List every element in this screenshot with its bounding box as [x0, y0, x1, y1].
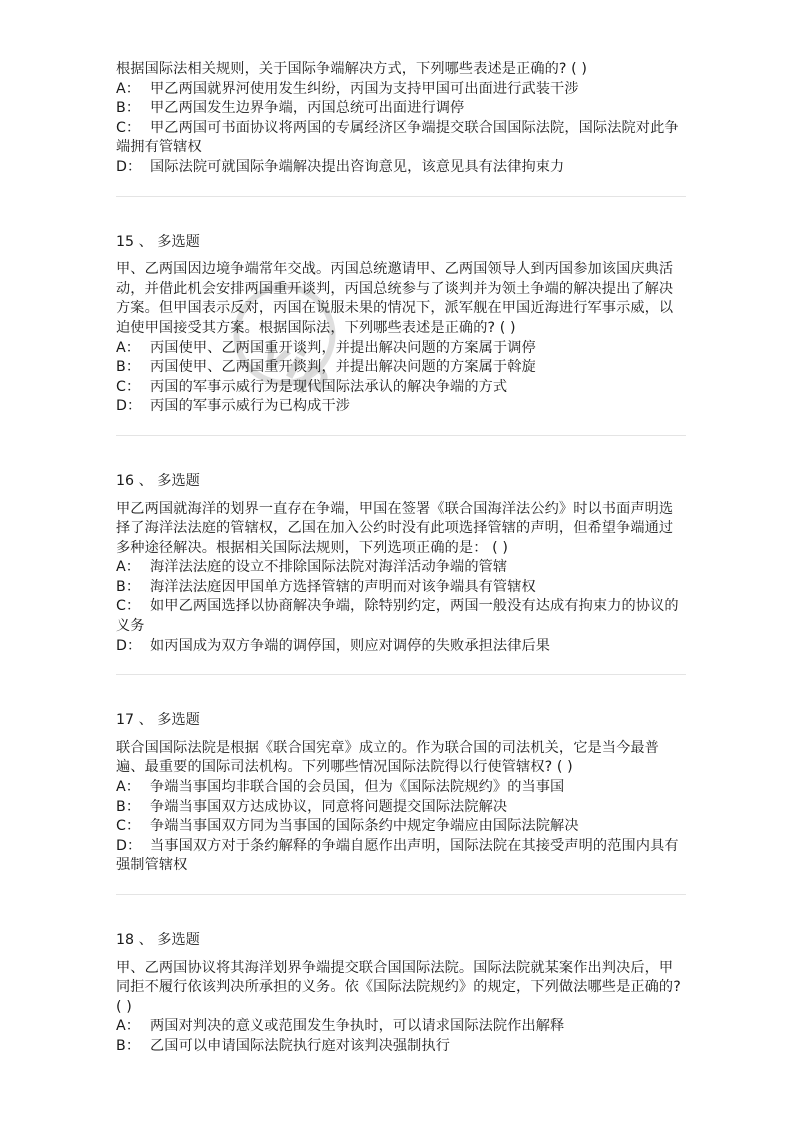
question-18	[116, 931, 686, 1057]
option-c: C： 甲乙两国可书面协议将两国的专属经济区争端提交联合国国际法院，国际法院对此争端拥有管辖权	[116, 119, 679, 156]
question-stem: 根据国际法相关规则，关于国际争端解决方式，下列哪些表述是正确的? ( )	[116, 61, 588, 77]
option-c: C： 争端当事国双方同为当事国的国际条约中规定争端应由国际法院解决	[116, 818, 579, 835]
divider	[116, 196, 686, 197]
question-stem: 甲、乙两国协议将其海洋划界争端提交联合国国际法院。国际法院就某案作出判决后，甲同拒不履行依该判决所承担的义务。依《国际法院规约》的规定，下列做法哪些是正确的? ( )	[116, 959, 681, 1015]
question-15	[116, 233, 686, 417]
question-16	[116, 472, 686, 656]
option-a: A： 甲乙两国就界河使用发生纠纷，丙国为支持甲国可出面进行武装干涉	[116, 80, 579, 97]
question-stem: 联合国国际法院是根据《联合国宪章》成立的。作为联合国的司法机关，它是当今最普遍、最重要的国际司法机构。下列哪些情况国际法院得以行使管辖权? ( )	[116, 739, 659, 776]
option-a: A： 两国对判决的意义或范围发生争执时，可以请求国际法院作出解释	[116, 1018, 565, 1035]
question-14	[116, 60, 686, 178]
question-stem: 甲、乙两国因边境争端常年交战。丙国总统邀请甲、乙两国领导人到丙国参加该国庆典活动，并借此机会安排两国重开谈判，丙国总统参与了谈判并为领土争端的解决提出了解决方案。但甲国表示反对，丙国在说服未果的情况下，派军舰在甲国近海进行军事示威，以迫使甲国接受其方案。根据国际法，下列哪些表述是正确的? ( )	[116, 261, 674, 336]
question-header: 17 、 多选题	[116, 712, 200, 729]
option-c: C： 丙国的军事示威行为是现代国际法承认的解决争端的方式	[116, 378, 508, 395]
option-b: B： 丙国使甲、乙两国重开谈判，并提出解决问题的方案属于斡旋	[116, 359, 536, 376]
option-a: A： 丙国使甲、乙两国重开谈判，并提出解决问题的方案属于调停	[116, 339, 536, 356]
question-header: 18 、 多选题	[116, 932, 200, 948]
divider	[116, 435, 686, 436]
option-d: D： 国际法院可就国际争端解决提出咨询意见，该意见具有法律拘束力	[116, 158, 565, 175]
question-header: 16 、 多选题	[116, 472, 200, 489]
option-c: C： 如甲乙两国选择以协商解决争端，除特别约定，两国一般没有达成有拘束力的协议的义务	[116, 598, 679, 635]
watermark-text: vip	[253, 328, 341, 405]
document-page	[116, 60, 686, 1057]
question-header: 15 、 多选题	[116, 233, 200, 250]
option-d: D： 如丙国成为双方争端的调停国，则应对调停的失败承担法律后果	[116, 637, 551, 654]
question-17	[116, 711, 686, 876]
option-a: A： 争端当事国均非联合国的会员国，但为《国际法院规约》的当事国	[116, 779, 565, 796]
divider	[116, 674, 686, 675]
option-d: D： 丙国的军事示威行为已构成干涉	[116, 398, 351, 415]
option-b: B： 海洋法法庭因甲国单方选择管辖的声明而对该争端具有管辖权	[116, 578, 536, 595]
option-b: B： 甲乙两国发生边界争端，丙国总统可出面进行调停	[116, 100, 465, 117]
option-d: D： 当事国双方对于条约解释的争端自愿作出声明，国际法院在其接受声明的范围内具有强制管辖权	[116, 837, 679, 874]
option-a: A： 海洋法法庭的设立不排除国际法院对海洋活动争端的管辖	[116, 559, 508, 576]
option-b: B： 争端当事国双方达成协议，同意将问题提交国际法院解决	[116, 798, 508, 815]
divider	[116, 894, 686, 895]
option-b: B： 乙国可以申请国际法院执行庭对该判决强制执行	[116, 1037, 451, 1054]
question-stem: 甲乙两国就海洋的划界一直存在争端，甲国在签署《联合国海洋法公约》时以书面声明选择了海洋法法庭的管辖权，乙国在加入公约时没有此项选择管辖的声明，但希望争端通过多种途径解决。根据相关国际法规则，下列选项正确的是： ( )	[116, 500, 674, 556]
